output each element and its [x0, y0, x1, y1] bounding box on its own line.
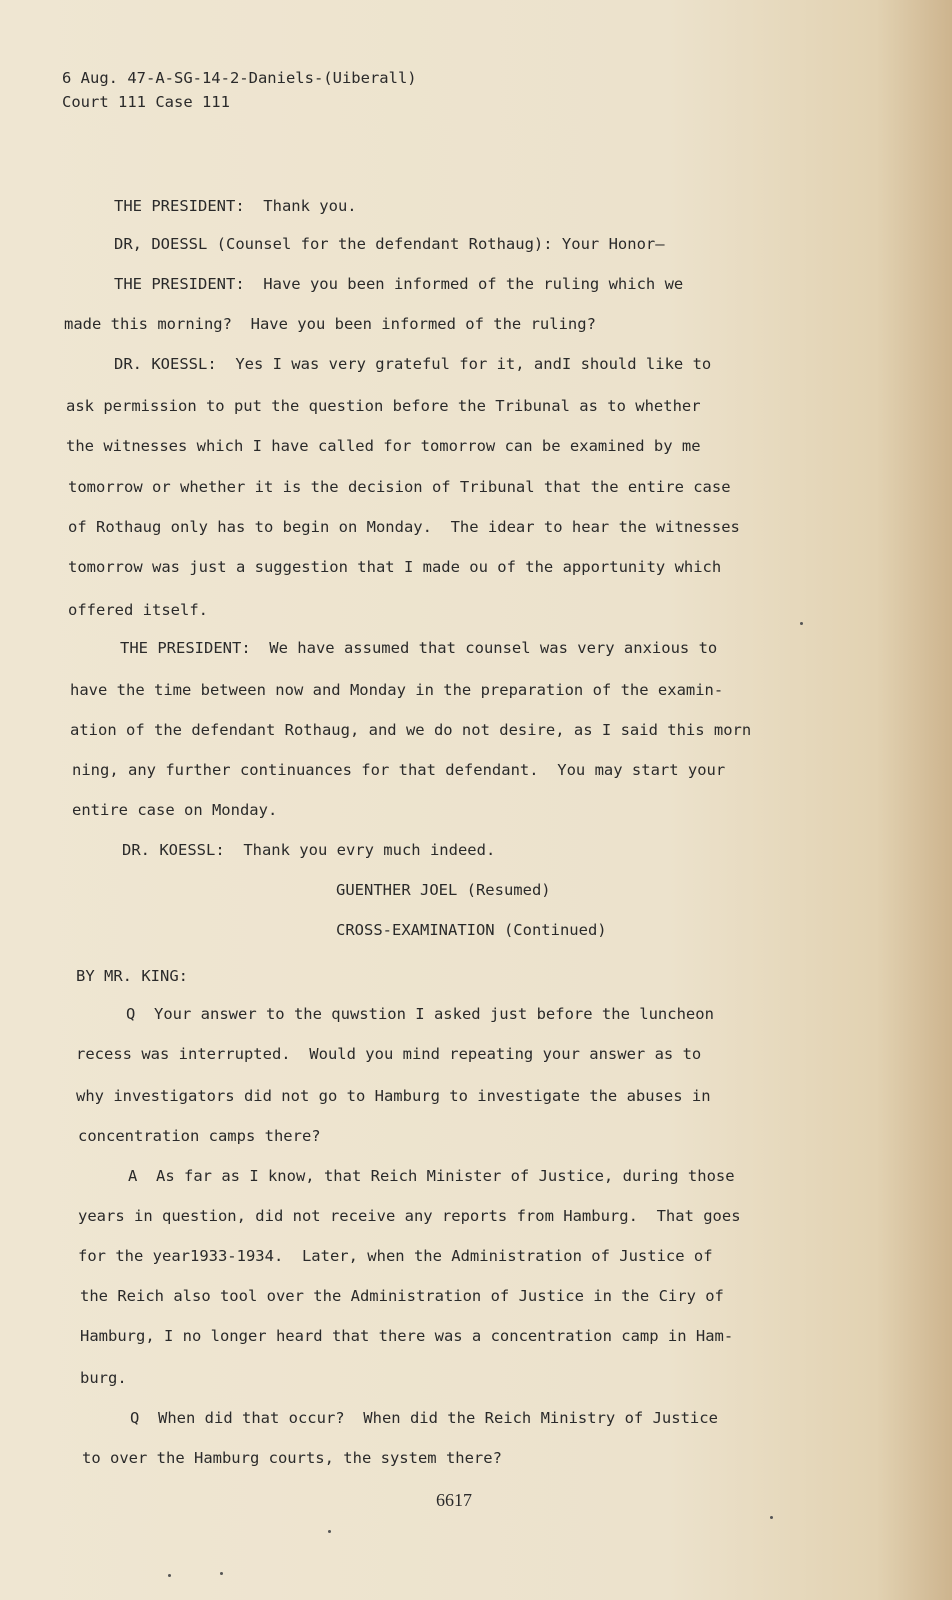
scan-speck: [220, 1572, 223, 1575]
text-line: years in question, did not receive any reports from Hamburg. That goes: [78, 1207, 741, 1225]
scan-speck: [328, 1530, 331, 1533]
text-line: entire case on Monday.: [72, 801, 278, 819]
text-line: concentration camps there?: [78, 1127, 321, 1145]
text-line: DR. KOESSL: Yes I was very grateful for it, andI should like to: [114, 355, 712, 373]
text-line: DR. KOESSL: Thank you evry much indeed.: [122, 841, 496, 859]
answer-line: A As far as I know, that Reich Minister of Justice, during those: [128, 1167, 735, 1185]
text-line: Hamburg, I no longer heard that there was a concentration camp in Ham-: [80, 1327, 734, 1345]
text-line: burg.: [80, 1369, 127, 1387]
text-line: DR, DOESSL (Counsel for the defendant Rothaug): Your Honor—: [114, 235, 665, 253]
question-line: Q When did that occur? When did the Reich Ministry of Justice: [130, 1409, 718, 1427]
header-line-2: Court 111 Case 111: [62, 93, 230, 111]
text-line: have the time between now and Monday in the preparation of the examin-: [70, 681, 724, 699]
text-line: why investigators did not go to Hamburg to investigate the abuses in: [76, 1087, 711, 1105]
text-line: THE PRESIDENT: We have assumed that counsel was very anxious to: [120, 639, 718, 657]
text-line: of Rothaug only has to begin on Monday. The idear to hear the witnesses: [68, 518, 740, 536]
text-line: to over the Hamburg courts, the system there?: [82, 1449, 502, 1467]
scan-speck: [800, 622, 803, 625]
text-line: THE PRESIDENT: Have you been informed of the ruling which we: [114, 275, 684, 293]
text-line: ning, any further continuances for that defendant. You may start your: [72, 761, 726, 779]
text-line: for the year1933-1934. Later, when the Administration of Justice of: [78, 1247, 713, 1265]
text-line: the witnesses which I have called for tomorrow can be examined by me: [66, 437, 701, 455]
text-line: tomorrow was just a suggestion that I made ou of the apportunity which: [68, 558, 722, 576]
scan-speck: [770, 1516, 773, 1519]
text-line: offered itself.: [68, 601, 208, 619]
text-line: recess was interrupted. Would you mind repeating your answer as to: [76, 1045, 702, 1063]
text-line: ation of the defendant Rothaug, and we do not desire, as I said this morn: [70, 721, 752, 739]
heading-cross-examination: CROSS-EXAMINATION (Continued): [336, 921, 607, 939]
text-line: BY MR. KING:: [76, 967, 188, 985]
heading-witness: GUENTHER JOEL (Resumed): [336, 881, 551, 899]
text-line: ask permission to put the question before the Tribunal as to whether: [66, 397, 701, 415]
text-line: THE PRESIDENT: Thank you.: [114, 197, 357, 215]
scan-speck: [168, 1574, 171, 1577]
page-number: 6617: [436, 1490, 472, 1510]
header-line-1: 6 Aug. 47-A-SG-14-2-Daniels-(Uiberall): [62, 69, 417, 87]
text-line: the Reich also tool over the Administration of Justice in the Ciry of: [80, 1287, 724, 1305]
text-line: tomorrow or whether it is the decision of Tribunal that the entire case: [68, 478, 731, 496]
question-line: Q Your answer to the quwstion I asked just before the luncheon: [126, 1005, 714, 1023]
text-line: made this morning? Have you been informed of the ruling?: [64, 315, 596, 333]
